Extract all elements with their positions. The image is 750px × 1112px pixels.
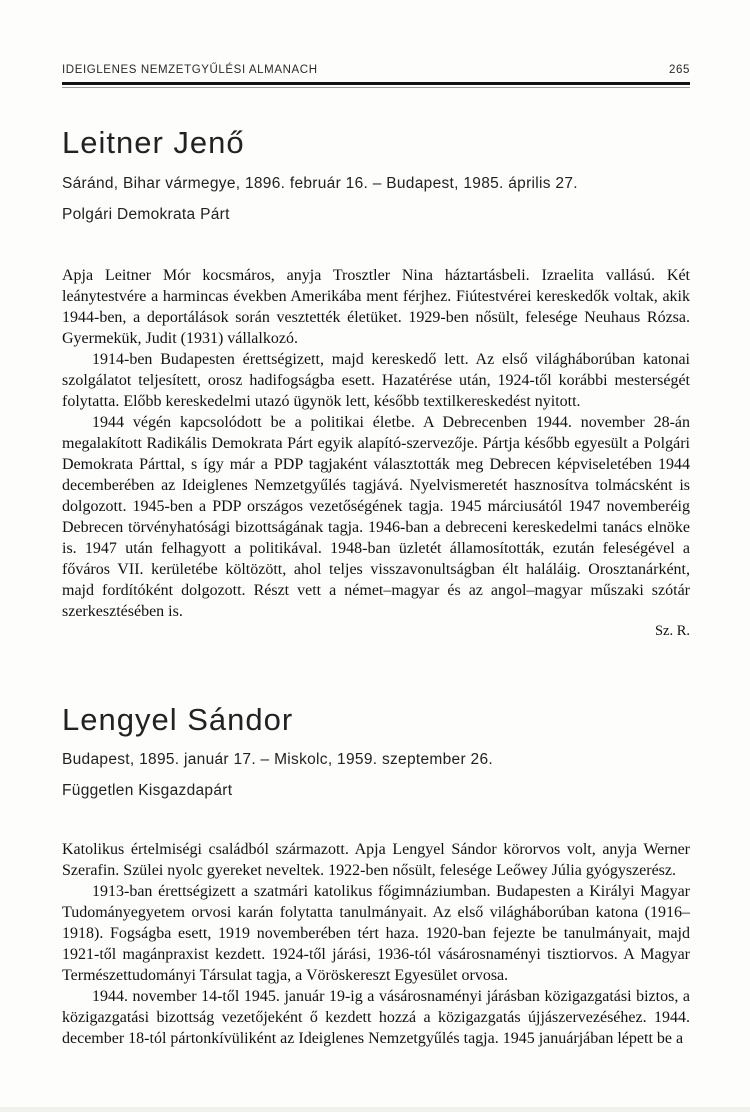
entry-paragraph: 1944. november 14-től 1945. január 19-ig a vásárosnaményi járásban közigazgatási biztos, a közigazgatási bizottság vezetőjeként ő kezdett hozzá a közigazgatás újjászervezéséhez. 1944. december 18-tól pártonkívüliként az Ideiglenes Nemzetgyűlés tagja. 1945 januárjában lépett be a [62,988,690,1048]
entry-name: Lengyel Sándor [62,701,294,737]
entry-life-dates: Budapest, 1895. január 17. – Miskolc, 1959. szeptember 26. [62,751,493,769]
entry-body [62,265,690,622]
entry-party: Polgári Demokrata Párt [62,205,230,223]
running-header [62,64,690,76]
header-rule-thin [62,87,690,88]
entry-party: Független Kisgazdapárt [62,782,233,800]
entry-signature: Sz. R. [654,622,690,639]
header-rule-thick [62,82,690,85]
entry-paragraph: 1944 végén kapcsolódott be a politikai életbe. A Debrecenben 1944. november 28-án megalakított Radikális Demokrata Párt egyik alapító-szervezője. Pártja később egyesült a Polgári Demokrata Párttal, s így már a PDP tagjaként választották meg Debrecen képviseletében 1944 decemberében az Ideiglenes Nemzetgyűlés tagjává. Nyelvismeretét hasznosítva tolmácsként is dolgozott. 1945-ben a PDP országos vezetőségének tagja. 1945 márciusától 1947 novemberéig Debrecen törvényhatósági bizottságának tagja. 1946-ban a debreceni kereskedelmi tanács elnöke is. 1947 után felhagyott a politikával. 1948-ban üzletét államosították, ezután feleségével a főváros VII. kerületébe költözött, ahol teljes visszavonultságban élt haláláig. Orosztanárként, majd fordítóként dolgozott. Részt vett a német–magyar és az angol–magyar műszaki szótár szerkesztésében is. [62,413,690,620]
entry-life-dates: Sáránd, Bihar vármegye, 1896. február 16. – Budapest, 1985. április 27. [62,174,578,192]
entry-name: Leitner Jenő [62,125,245,160]
page-number: 265 [669,64,690,76]
entry-paragraph: 1914-ben Budapesten érettségizett, majd kereskedő lett. Az első világháborúban katonai szolgálatot teljesített, orosz hadifogságba esett. Hazatérése után, 1924-től korábbi mesterségét folytatta. Előbb kereskedelmi utazó ügynök lett, később textilkereskedést nyitott. [62,350,690,410]
biography-entry-lengyel [62,701,690,1050]
entry-paragraph: 1913-ban érettségizett a szatmári katolikus főgimnáziumban. Budapesten a Királyi Magyar Tudományegyetem orvosi karán folytatta tanulmányait. Az első világháborúban katona (1916–1918). Fogságba esett, 1919 novemberében tért haza. 1920-ban fejezte be tanulmányait, majd 1921-től magánpraxist kezdett. 1924-től járási, 1936-tól vásárosnaményi tisztiorvos. A Magyar Természettudományi Társulat tagja, a Vöröskereszt Egyesület orvosa. [62,883,690,985]
entry-paragraph: Katolikus értelmiségi családból származott. Apja Lengyel Sándor körorvos volt, anyja Werner Szerafin. Szülei nyolc gyereket neveltek. 1922-ben nősült, felesége Leőwey Júlia gyógyszerész. [62,841,690,880]
header-title: IDEIGLENES NEMZETGYŰLÉSI ALMANACH [62,64,318,76]
biography-entry-leitner [62,127,690,640]
scan-bottom-edge [0,1107,750,1112]
entry-paragraph: Apja Leitner Mór kocsmáros, anyja Trosztler Nina háztartásbeli. Izraelita vallású. Két leánytestvére a harmincas években Amerikába ment férjhez. Fiútestvérei kereskedők voltak, akik 1944-ben, a deportálások során vesztették életüket. 1929-ben nősült, felesége Neuhaus Rózsa. Gyermekük, Judit (1931) vállalkozó. [62,266,690,347]
entry-body [62,839,690,1049]
